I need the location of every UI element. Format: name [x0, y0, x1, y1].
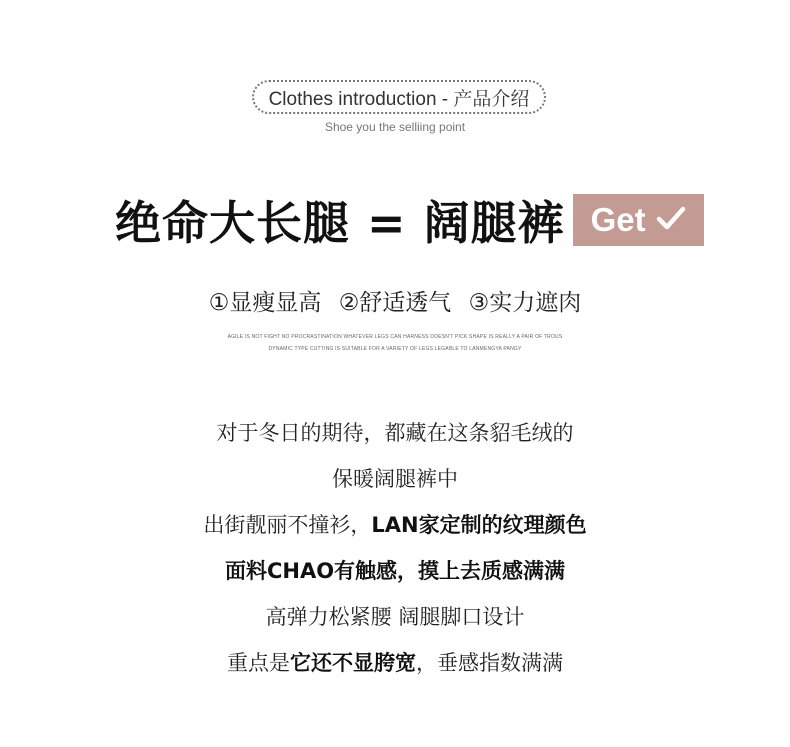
feature-item: ①显瘦显高	[208, 290, 322, 316]
section-subtitle: Shoe you the selliing point	[324, 120, 466, 134]
section-title-badge	[252, 80, 546, 114]
checkmark-icon	[656, 201, 686, 239]
headline	[115, 190, 704, 250]
get-badge	[573, 194, 704, 246]
feature-item: ②舒适透气	[338, 290, 452, 316]
description-line: 高弹力松紧腰 阔腿脚口设计	[265, 605, 525, 629]
description-line	[0, 502, 790, 548]
description-line	[0, 640, 790, 686]
description-line: 对于冬日的期待，都藏在这条貂毛绒的	[216, 421, 574, 445]
section-title: Clothes introduction - 产品介绍	[268, 88, 530, 110]
description-line	[0, 548, 790, 594]
description-highlight: 它还不显胯宽	[290, 651, 416, 675]
description-line: 保暖阔腿裤中	[332, 467, 458, 491]
description-text: ，垂感指数满满	[416, 651, 563, 675]
description-block	[0, 410, 790, 686]
fine-print-line: DYNAMIC TYPE CUTTING IS SUITABLE FOR A VARIETY OF LEGS LEGABLE TO LANMENGYA PANGY	[268, 346, 522, 352]
description-text: 出街靓丽不撞衫，	[203, 513, 372, 537]
feature-list	[0, 284, 790, 317]
fine-print-line: AGILE IS NOT FIGHT NO PROCRASTINATION WHATEVER LEGS CAN HARNESS DOESN'T PICK SHAPE IS REALLY A PAIR OF TROUS	[227, 334, 563, 340]
feature-item: ③实力遮肉	[468, 290, 582, 316]
description-highlight: LAN家定制的纹理颜色	[371, 513, 587, 537]
headline-text: 绝命大长腿 = 阔腿裤	[115, 196, 565, 250]
get-badge-label: Get	[590, 201, 646, 238]
description-text: 重点是	[227, 651, 290, 675]
description-highlight: 面料CHAO有触感，摸上去质感满满	[224, 559, 566, 583]
